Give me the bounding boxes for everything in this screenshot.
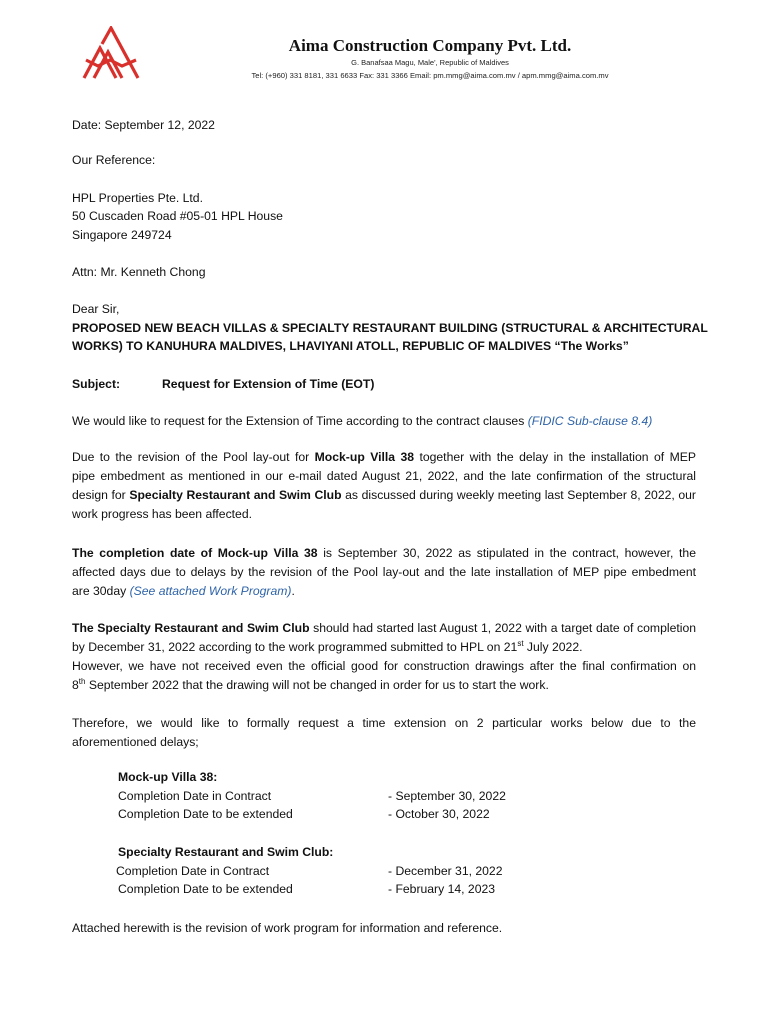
project-title-line: WORKS) TO KANUHURA MALDIVES, LHAVIYANI ATOLL, REPUBLIC OF MALDIVES “The Works” xyxy=(72,339,629,353)
letter-date: Date: September 12, 2022 xyxy=(72,118,215,132)
company-address: G. Banafsaa Magu, Male', Republic of Maldives xyxy=(351,58,509,67)
company-logo-icon xyxy=(80,26,142,84)
paragraph-eot-request: We would like to request for the Extension of Time according to the contract clauses (FIDIC Sub-clause 8.4) xyxy=(72,414,653,428)
our-reference: Our Reference: xyxy=(72,153,156,167)
work-program-reference: (See attached Work Program) xyxy=(129,584,292,598)
paragraph-villa-completion: The completion date of Mock-up Villa 38 is September 30, 2022 as stipulated in the contract, however, the affected days due to delays by the revision of the Pool lay-out and the late installation of MEP pipe embedment are 30day (See attached Work Program). xyxy=(72,546,696,598)
work-row-label: Completion Date in Contract xyxy=(116,864,270,878)
company-contact: Tel: (+960) 331 8181, 331 6633 Fax: 331 3366 Email: pm.mmg@aima.com.mv / apm.mmg@aima.com.mv xyxy=(251,71,609,80)
work-row-value: - February 14, 2023 xyxy=(388,882,496,896)
salutation: Dear Sir, xyxy=(72,302,120,316)
fidic-reference: (FIDIC Sub-clause 8.4) xyxy=(527,414,653,428)
work-row-label: Completion Date to be extended xyxy=(118,807,293,821)
paragraph-delay-reasons: Due to the revision of the Pool lay-out for Mock-up Villa 38 together with the delay in the installation of MEP pipe embedment as mentioned in our e-mail dated August 21, 2022, and the late confirmation of the structural design for Specialty Restaurant and Swim Club as discussed during weekly meeting last September 8, 2022, our work progress has been affected. xyxy=(72,450,696,521)
work-row-label: Completion Date to be extended xyxy=(118,882,293,896)
attention-line: Attn: Mr. Kenneth Chong xyxy=(72,265,206,279)
recipient-line: HPL Properties Pte. Ltd. xyxy=(72,191,203,205)
subject-label: Subject: xyxy=(72,377,121,391)
recipient-line: 50 Cuscaden Road #05-01 HPL House xyxy=(72,209,283,223)
project-title-line: PROPOSED NEW BEACH VILLAS & SPECIALTY RESTAURANT BUILDING (STRUCTURAL & ARCHITECTURAL xyxy=(72,321,708,335)
work-title: Mock-up Villa 38: xyxy=(118,770,218,784)
work-row-label: Completion Date in Contract xyxy=(118,789,272,803)
work-row-value: - October 30, 2022 xyxy=(388,807,490,821)
paragraph-extension-request: Therefore, we would like to formally request a time extension on 2 particular works below due to the aforementioned delays; xyxy=(72,716,696,749)
subject-text: Request for Extension of Time (EOT) xyxy=(162,377,375,391)
work-row-value: - September 30, 2022 xyxy=(388,789,506,803)
company-name: Aima Construction Company Pvt. Ltd. xyxy=(288,36,572,55)
closing-note: Attached herewith is the revision of work program for information and reference. xyxy=(72,921,503,935)
work-title: Specialty Restaurant and Swim Club: xyxy=(118,845,334,859)
work-row-value: - December 31, 2022 xyxy=(388,864,503,878)
recipient-line: Singapore 249724 xyxy=(72,228,172,242)
paragraph-restaurant-status: The Specialty Restaurant and Swim Club should had started last August 1, 2022 with a target date of completion by December 31, 2022 according to the work programmed submitted to HPL on 21st July 2022. However, we have not received even the official good for construction drawings after the final confirmation on 8th September 2022 that the drawing will not be changed in order for us to start the work. xyxy=(72,621,696,692)
